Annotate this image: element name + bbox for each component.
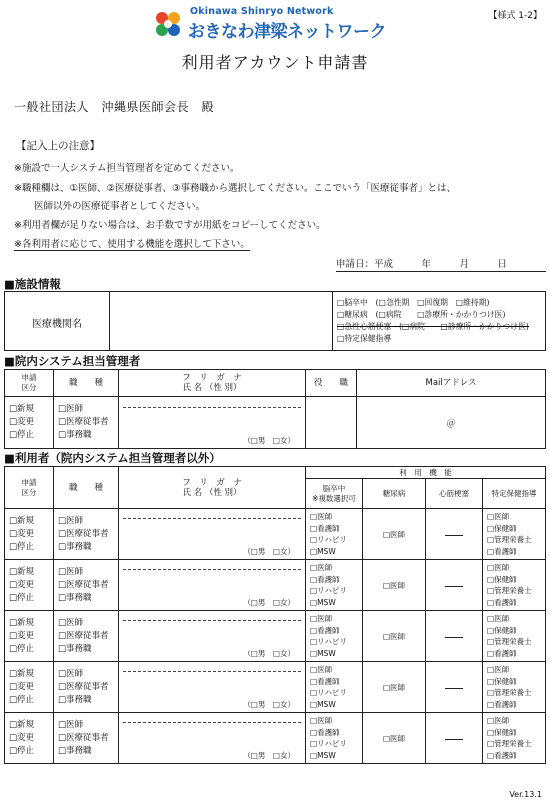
option-clerk[interactable]: □事務職	[58, 643, 92, 654]
application-date[interactable]: 申請日：平成 年 月 日	[336, 259, 508, 270]
option-change[interactable]: □変更	[9, 579, 35, 590]
cardio-not-applicable	[426, 662, 483, 713]
note-line: ※職種欄は、①医師、②医療従事者、③事務職から選択してください。ここでいう「医療従事者」とは、	[14, 183, 457, 194]
option-health-nurse-pub[interactable]: □保健師	[487, 676, 517, 686]
page-title: 利用者アカウント申請書	[181, 53, 369, 72]
gender-options[interactable]: （□男 □女）	[243, 598, 295, 607]
user-name-field[interactable]	[119, 509, 306, 560]
option-clerk[interactable]: □事務職	[58, 694, 92, 705]
header-job: 職 種	[54, 467, 119, 509]
gender-options[interactable]: （□男 □女）	[243, 700, 295, 709]
note-line: 医師以外の医療従事者としてください。	[34, 201, 206, 212]
option-change[interactable]: □変更	[9, 681, 35, 692]
dash-mark	[445, 535, 463, 536]
user-name-field[interactable]	[119, 560, 306, 611]
stroke-options[interactable]	[306, 613, 362, 659]
dash-mark	[445, 739, 463, 740]
user-name-field[interactable]	[119, 611, 306, 662]
stroke-options[interactable]	[306, 664, 362, 710]
option-new[interactable]: □新規	[9, 404, 35, 414]
cardio-not-applicable	[426, 560, 483, 611]
option-doctor[interactable]: □医師	[58, 719, 84, 730]
option-medical-staff[interactable]: □医療従事者	[58, 630, 109, 641]
user-row	[5, 713, 546, 764]
option-stroke-nurse[interactable]: □看護師	[310, 574, 340, 584]
header-furigana: フ リ ガ ナ	[182, 373, 242, 383]
option-medical-staff[interactable]: □医療従事者	[58, 681, 109, 692]
option-clerk[interactable]: □事務職	[58, 745, 92, 756]
option-diabetes[interactable]: □糖尿病 (□病院 □診療所・かかりつけ医)	[337, 310, 506, 319]
health-guidance-options[interactable]	[483, 562, 545, 608]
addressee: 一般社団法人 沖縄県医師会長 殿	[14, 100, 215, 114]
diabetes-option[interactable]: □医師	[363, 560, 426, 611]
note-line: ※各利用者に応じて、使用する機能を選択して下さい。	[14, 236, 250, 251]
option-health-nurse-pub[interactable]: □保健師	[487, 574, 517, 584]
option-doctor[interactable]: □医師	[58, 515, 84, 526]
option-stroke-msw[interactable]: □MSW	[310, 597, 336, 607]
option-stroke-nurse[interactable]: □看護師	[310, 523, 340, 533]
header-functions: 利 用 機 能	[306, 467, 546, 479]
option-new[interactable]: □新規	[9, 719, 35, 730]
option-medical-staff[interactable]: □医療従事者	[58, 528, 109, 539]
admin-mail-field[interactable]	[357, 397, 546, 449]
note-line: ※施設で一人システム担当管理者を定めてください。	[14, 163, 240, 174]
logo-english: Okinawa Shinryo Network	[190, 6, 334, 17]
option-stop[interactable]: □停止	[9, 694, 35, 705]
option-clerk[interactable]: □事務職	[58, 541, 92, 552]
gender-options[interactable]: （□男 □女）	[243, 751, 295, 760]
dash-mark	[445, 637, 463, 638]
stroke-options[interactable]	[306, 715, 362, 761]
option-stroke-rehab[interactable]: □リハビリ	[310, 637, 347, 646]
option-change[interactable]: □変更	[9, 528, 35, 539]
option-stop[interactable]: □停止	[9, 592, 35, 603]
header-apply-type: 申請 区分	[5, 370, 54, 397]
apply-type-options[interactable]	[5, 719, 53, 758]
option-medical-staff[interactable]: □医療従事者	[58, 732, 109, 743]
option-stroke-msw[interactable]: □MSW	[310, 546, 336, 556]
option-stroke-nurse[interactable]: □看護師	[310, 625, 340, 635]
option-stop[interactable]: □停止	[9, 643, 35, 654]
job-options[interactable]	[54, 719, 118, 758]
dash-mark	[445, 688, 463, 689]
option-new[interactable]: □新規	[9, 668, 35, 679]
option-stroke[interactable]: □脳卒中 (□急性期 □回復期 □維持期)	[337, 298, 490, 307]
header-name: 氏 名 （性 別）	[182, 383, 242, 393]
header-position: 役 職	[306, 370, 357, 397]
note-line: ※利用者欄が足りない場合は、お手数ですが用紙をコピーしてください。	[14, 220, 326, 231]
job-options[interactable]	[54, 668, 118, 707]
option-health-doctor[interactable]: □医師	[487, 563, 510, 572]
form-number: 【様式 1-2】	[488, 11, 542, 21]
user-row	[5, 662, 546, 713]
option-health-dietitian[interactable]: □管理栄養士	[487, 739, 532, 748]
option-health-doctor[interactable]: □医師	[487, 614, 510, 623]
option-change[interactable]: □変更	[9, 732, 35, 743]
cardio-not-applicable	[426, 611, 483, 662]
diabetes-option[interactable]: □医師	[363, 662, 426, 713]
option-stroke-msw[interactable]: □MSW	[310, 699, 336, 709]
admin-table	[4, 369, 546, 449]
option-health-doctor[interactable]: □医師	[487, 512, 510, 521]
diabetes-option[interactable]: □医師	[363, 713, 426, 764]
furigana-divider	[123, 671, 301, 672]
user-name-field[interactable]	[119, 662, 306, 713]
user-row	[5, 611, 546, 662]
logo	[152, 6, 402, 42]
health-guidance-options[interactable]	[483, 664, 545, 710]
user-row	[5, 560, 546, 611]
option-cardio[interactable]: □急性心筋梗塞 (□病院 □診療所・かかりつけ医)	[337, 322, 529, 331]
header-stroke: 脳卒中	[322, 483, 346, 493]
option-health-nurse-pub[interactable]: □保健師	[487, 625, 517, 635]
at-sign: ＠	[446, 419, 456, 429]
option-clerk[interactable]: □事務職	[58, 430, 92, 440]
option-health-nurse[interactable]: □看護師	[487, 699, 517, 709]
user-row	[5, 509, 546, 560]
stroke-options[interactable]	[306, 562, 362, 608]
furigana-divider	[123, 407, 301, 408]
header-health-guidance: 特定保健指導	[483, 479, 546, 509]
users-section-title: ■利用者（院内システム担当管理者以外）	[4, 451, 221, 465]
header-stroke-note: ※複数選択可	[312, 493, 356, 503]
gender-options[interactable]: （□男 □女）	[243, 547, 295, 556]
logo-mark-icon	[152, 8, 184, 40]
option-stroke-doctor[interactable]: □医師	[310, 665, 333, 674]
header-apply-type: 申請 区分	[5, 467, 54, 509]
option-stroke-doctor[interactable]: □医師	[310, 716, 333, 725]
header-name: 氏 名 （性 別）	[182, 487, 242, 498]
option-health-nurse[interactable]: □看護師	[487, 546, 517, 556]
option-stroke-msw[interactable]: □MSW	[310, 648, 336, 658]
option-health-nurse[interactable]: □看護師	[487, 750, 517, 760]
option-stroke-rehab[interactable]: □リハビリ	[310, 688, 347, 697]
cardio-not-applicable	[426, 509, 483, 560]
option-stroke-doctor[interactable]: □医師	[310, 614, 333, 623]
furigana-divider	[123, 518, 301, 519]
date-underline	[336, 271, 546, 272]
apply-type-options[interactable]	[5, 566, 53, 605]
option-stroke-doctor[interactable]: □医師	[310, 512, 333, 521]
header-mail: Mailアドレス	[357, 370, 546, 397]
option-doctor[interactable]: □医師	[58, 617, 84, 628]
facility-section-title: ■施設情報	[4, 277, 61, 291]
option-medical-staff[interactable]: □医療従事者	[58, 579, 109, 590]
option-stroke-nurse[interactable]: □看護師	[310, 676, 340, 686]
option-health-guidance[interactable]: □特定保健指導	[337, 334, 392, 343]
apply-type-options[interactable]	[5, 515, 53, 554]
option-stroke-rehab[interactable]: □リハビリ	[310, 535, 347, 544]
option-health-dietitian[interactable]: □管理栄養士	[487, 535, 532, 544]
option-health-dietitian[interactable]: □管理栄養士	[487, 586, 532, 595]
option-health-doctor[interactable]: □医師	[487, 665, 510, 674]
option-stroke-nurse[interactable]: □看護師	[310, 727, 340, 737]
option-new[interactable]: □新規	[9, 617, 35, 628]
furigana-divider	[123, 569, 301, 570]
option-doctor[interactable]: □医師	[58, 404, 84, 414]
option-health-nurse[interactable]: □看護師	[487, 597, 517, 607]
gender-options[interactable]: （□男 □女）	[243, 436, 295, 445]
admin-name-field[interactable]	[119, 397, 306, 449]
option-change[interactable]: □変更	[9, 417, 35, 427]
version: Ver.13.1	[509, 790, 542, 799]
facility-name-field[interactable]	[110, 292, 333, 351]
logo-japanese: おきなわ津梁ネットワーク	[188, 22, 386, 42]
diabetes-option[interactable]: □医師	[363, 611, 426, 662]
option-stop[interactable]: □停止	[9, 745, 35, 756]
header-diabetes: 糖尿病	[363, 479, 426, 509]
option-health-nurse-pub[interactable]: □保健師	[487, 523, 517, 533]
option-health-dietitian[interactable]: □管理栄養士	[487, 688, 532, 697]
facility-function-options[interactable]	[333, 292, 546, 351]
gender-options[interactable]: （□男 □女）	[243, 649, 295, 658]
furigana-divider	[123, 620, 301, 621]
dash-mark	[445, 586, 463, 587]
option-health-dietitian[interactable]: □管理栄養士	[487, 637, 532, 646]
header-cardio: 心筋梗塞	[426, 479, 483, 509]
header-job: 職 種	[54, 370, 119, 397]
option-change[interactable]: □変更	[9, 630, 35, 641]
option-health-nurse[interactable]: □看護師	[487, 648, 517, 658]
option-health-doctor[interactable]: □医師	[487, 716, 510, 725]
facility-name-label: 医療機関名	[32, 318, 82, 330]
apply-type-options[interactable]	[5, 668, 53, 707]
diabetes-option[interactable]: □医師	[363, 509, 426, 560]
option-stroke-msw[interactable]: □MSW	[310, 750, 336, 760]
notes-heading: 【記入上の注意】	[16, 140, 100, 152]
option-new[interactable]: □新規	[9, 515, 35, 526]
apply-type-options[interactable]	[5, 403, 53, 442]
job-options[interactable]	[54, 515, 118, 554]
option-medical-staff[interactable]: □医療従事者	[58, 417, 109, 427]
admin-position-field[interactable]	[306, 397, 357, 449]
job-options[interactable]	[54, 403, 118, 442]
furigana-divider	[123, 722, 301, 723]
cardio-not-applicable	[426, 713, 483, 764]
stroke-options[interactable]	[306, 511, 362, 557]
health-guidance-options[interactable]	[483, 715, 545, 761]
option-stop[interactable]: □停止	[9, 541, 35, 552]
user-name-field[interactable]	[119, 713, 306, 764]
header-furigana: フ リ ガ ナ	[182, 477, 242, 488]
admin-section-title: ■院内システム担当管理者	[4, 354, 141, 368]
health-guidance-options[interactable]	[483, 613, 545, 659]
users-table	[4, 466, 546, 764]
option-doctor[interactable]: □医師	[58, 566, 84, 577]
health-guidance-options[interactable]	[483, 511, 545, 557]
apply-type-options[interactable]	[5, 617, 53, 656]
option-stroke-rehab[interactable]: □リハビリ	[310, 586, 347, 595]
facility-table	[4, 291, 546, 351]
option-stop[interactable]: □停止	[9, 430, 35, 440]
option-new[interactable]: □新規	[9, 566, 35, 577]
option-doctor[interactable]: □医師	[58, 668, 84, 679]
job-options[interactable]	[54, 617, 118, 656]
option-stroke-doctor[interactable]: □医師	[310, 563, 333, 572]
option-clerk[interactable]: □事務職	[58, 592, 92, 603]
option-health-nurse-pub[interactable]: □保健師	[487, 727, 517, 737]
job-options[interactable]	[54, 566, 118, 605]
option-stroke-rehab[interactable]: □リハビリ	[310, 739, 347, 748]
